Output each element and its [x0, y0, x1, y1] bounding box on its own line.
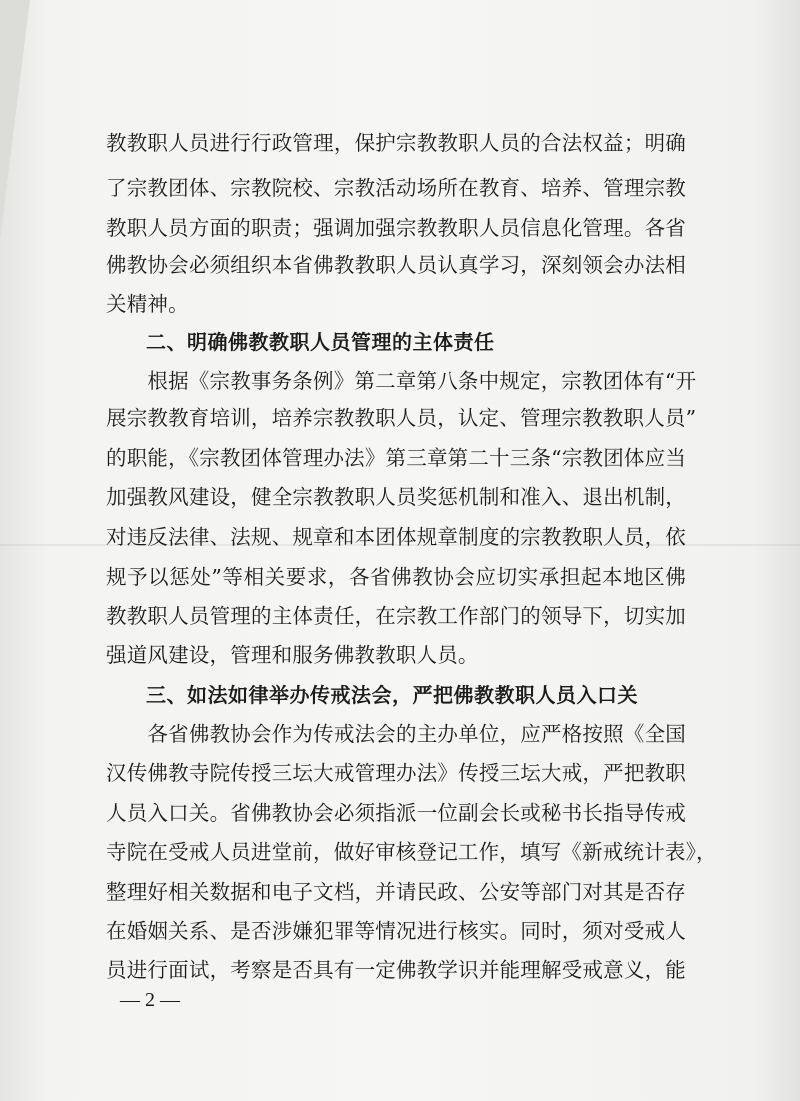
- body-line: 对违反法律、法规、规章和本团体规章制度的宗教教职人员，依: [106, 525, 686, 549]
- body-line: 强道风建设，管理和服务佛教教职人员。: [106, 643, 479, 667]
- body-line: 整理好相关数据和电子文档，并请民政、公安等部门对其是否存: [106, 880, 686, 904]
- page-number: — 2 —: [120, 989, 180, 1011]
- body-line: 各省佛教协会作为传戒法会的主办单位，应严格按照《全国: [106, 722, 686, 746]
- body-line: 的职能，《宗教团体管理办法》第三章第二十三条“宗教团体应当: [106, 446, 687, 470]
- body-line: 展宗教教育培训，培养宗教教职人员，认定、管理宗教教职人员”: [106, 406, 697, 430]
- section-heading-3: 三、如法如律举办传戒法会，严把佛教教职人员入口关: [146, 683, 638, 707]
- section-heading-2: 二、明确佛教教职人员管理的主体责任: [146, 330, 495, 354]
- body-line: 关精神。: [106, 292, 189, 316]
- body-line: 在婚姻关系、是否涉嫌犯罪等情况进行核实。同时，须对受戒人: [106, 919, 686, 943]
- body-line: 人员入口关。省佛教协会必须指派一位副会长或秘书长指导传戒: [106, 801, 686, 825]
- body-line: 佛教协会必须组织本省佛教教职人员认真学习，深刻领会办法相: [106, 253, 686, 277]
- body-line: 教教职人员进行行政管理，保护宗教教职人员的合法权益；明确: [106, 131, 686, 155]
- body-line: 员进行面试，考察是否具有一定佛教学识并能理解受戒意义，能: [106, 958, 686, 982]
- body-line: 加强教风建设，健全宗教教职人员奖惩机制和准入、退出机制，: [106, 485, 686, 509]
- body-line: 寺院在受戒人员进堂前，做好审核登记工作，填写《新戒统计表》，: [106, 840, 717, 864]
- body-line: 规予以惩处”等相关要求，各省佛教协会应切实承担起本地区佛: [106, 565, 686, 589]
- body-line: 汉传佛教寺院传授三坛大戒管理办法》传授三坛大戒，严把教职: [106, 761, 686, 785]
- body-line: 教教职人员管理的主体责任，在宗教工作部门的领导下，切实加: [106, 604, 686, 628]
- body-line: 了宗教团体、宗教院校、宗教活动场所在教育、培养、管理宗教: [106, 176, 686, 200]
- body-line: 根据《宗教事务条例》第二章第八条中规定，宗教团体有“开: [106, 369, 697, 393]
- body-line: 教职人员方面的职责；强调加强宗教教职人员信息化管理。各省: [106, 216, 686, 240]
